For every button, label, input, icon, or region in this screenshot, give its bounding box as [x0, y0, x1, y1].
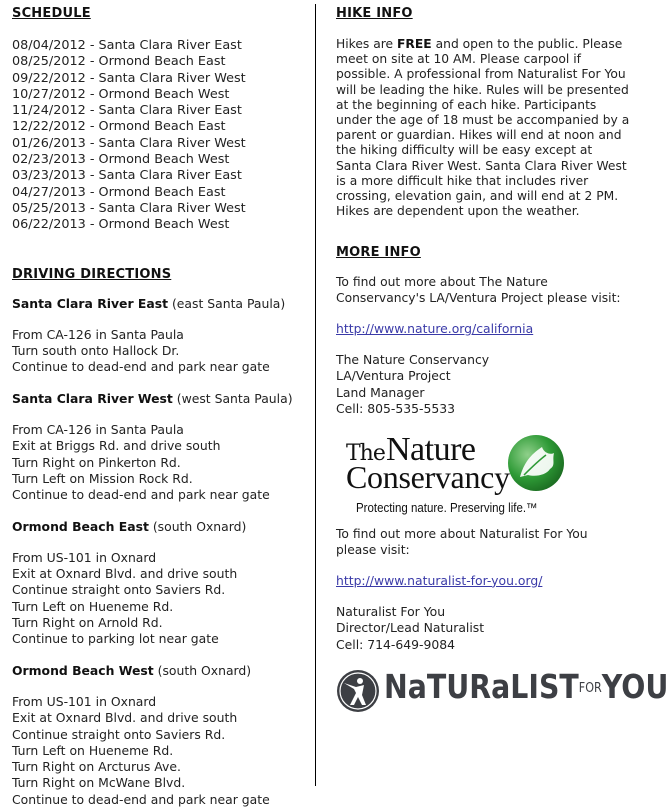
logo-for: FOR — [578, 680, 602, 696]
site-name: Santa Clara River East — [12, 295, 169, 311]
left-column — [12, 0, 312, 808]
naturalist-for-you-logo — [336, 665, 669, 725]
schedule-item: 10/27/2012 - Ormond Beach West — [12, 86, 230, 102]
logo-nature: Nature — [386, 431, 476, 469]
schedule-item: 11/24/2012 - Santa Clara River East — [12, 103, 242, 119]
logo-you: YOU — [601, 666, 669, 706]
site-name: Ormond Beach East — [12, 518, 149, 534]
tnc-contact-line: Cell: 805-535-5533 — [336, 401, 456, 417]
schedule-item: 02/23/2013 - Ormond Beach West — [12, 152, 230, 168]
direction-site — [12, 663, 312, 808]
nfy-contact-line: Naturalist For You — [336, 604, 446, 620]
nfy-intro: To find out more about Naturalist For You please visit: — [336, 527, 588, 557]
logo-tagline: Protecting nature. Preserving life.™ — [356, 501, 538, 516]
nfy-wordmark — [384, 667, 668, 706]
direction-step: Turn south onto Hallock Dr. — [12, 343, 180, 359]
direction-step: Turn Left on Mission Rock Rd. — [12, 470, 193, 486]
logo-the: The — [346, 441, 385, 467]
direction-step: Continue straight onto Saviers Rd. — [12, 582, 226, 598]
schedule-item: 01/26/2013 - Santa Clara River West — [12, 135, 246, 151]
tnc-link[interactable]: http://www.nature.org/california — [336, 320, 534, 336]
more-info-heading: MORE INFO — [336, 245, 421, 261]
tnc-contact-line: Land Manager — [336, 384, 425, 400]
direction-step: Continue to dead-end and park near gate — [12, 487, 270, 503]
direction-site — [12, 296, 312, 376]
site-area: (east Santa Paula) — [168, 295, 286, 311]
nfy-link[interactable]: http://www.naturalist-for-you.org/ — [336, 572, 543, 588]
schedule-item: 09/22/2012 - Santa Clara River West — [12, 70, 246, 86]
schedule-item: 08/04/2012 - Santa Clara River East — [12, 38, 242, 53]
direction-step: Turn Right on Arnold Rd. — [12, 615, 163, 631]
direction-site — [12, 519, 312, 648]
tnc-contact-line: The Nature Conservancy — [336, 352, 490, 368]
driving-directions-heading: DRIVING DIRECTIONS — [12, 266, 172, 282]
free-emphasis: FREE — [397, 37, 432, 51]
hike-info-text: and open to the public. Please meet on site at 10 AM. Please carpool if possible. A professional from Naturalist For You will be leading the hike. Rules will be presented at the beginning of each hike. Participants under the age of 18 must be accompanied by a parent or guardian. Hikes will end at noon and the hiking difficulty will be easy except at Santa Clara River West. Santa Clara River West is a more difficult hike that includes river crossing, elevation gain, and will end at 2 PM. Hikes are dependent upon the weather. — [336, 37, 630, 219]
logo-conservancy: Conservancy — [346, 459, 510, 496]
direction-step: Turn Left on Hueneme Rd. — [12, 742, 174, 758]
schedule-heading: SCHEDULE — [12, 6, 91, 21]
direction-step: From US-101 in Oxnard — [12, 693, 157, 709]
direction-step: From CA-126 in Santa Paula — [12, 422, 184, 438]
direction-step: Continue to dead-end and park near gate — [12, 359, 270, 375]
right-column — [336, 0, 669, 725]
tnc-contact-line: LA/Ventura Project — [336, 368, 451, 384]
schedule-item: 03/23/2013 - Santa Clara River East — [12, 168, 242, 184]
nfy-contact-line: Cell: 714-649-9084 — [336, 636, 456, 652]
direction-step: Continue to parking lot near gate — [12, 631, 219, 647]
schedule-item: 05/25/2013 - Santa Clara River West — [12, 200, 246, 216]
hike-info-paragraph — [336, 37, 631, 219]
hike-info-text: Hikes are — [336, 37, 398, 51]
schedule-list — [12, 38, 312, 234]
direction-step: Turn Right on Pinkerton Rd. — [12, 454, 181, 470]
hike-info-heading: HIKE INFO — [336, 6, 413, 21]
leaf-globe-icon — [506, 433, 566, 493]
site-area: (south Oxnard) — [148, 518, 247, 534]
site-area: (west Santa Paula) — [172, 390, 293, 406]
direction-step: From CA-126 in Santa Paula — [12, 326, 184, 342]
direction-site — [12, 391, 312, 504]
direction-step: Turn Right on Arcturus Ave. — [12, 759, 181, 775]
site-area: (south Oxnard) — [153, 662, 252, 678]
site-name: Ormond Beach West — [12, 662, 154, 678]
direction-step: From US-101 in Oxnard — [12, 549, 157, 565]
direction-step: Exit at Briggs Rd. and drive south — [12, 438, 221, 454]
direction-step: Turn Right on McWane Blvd. — [12, 775, 186, 791]
schedule-item: 12/22/2012 - Ormond Beach East — [12, 119, 226, 135]
tnc-intro: To find out more about The Nature Conservancy's LA/Ventura Project please visit: — [336, 275, 621, 305]
direction-step: Exit at Oxnard Blvd. and drive south — [12, 710, 238, 726]
naturalist-figure-icon — [336, 669, 380, 713]
direction-step: Turn Left on Hueneme Rd. — [12, 598, 174, 614]
schedule-item: 06/22/2013 - Ormond Beach West — [12, 217, 230, 233]
column-divider — [315, 4, 316, 786]
direction-step: Continue to dead-end and park near gate — [12, 791, 270, 807]
schedule-item: 04/27/2013 - Ormond Beach East — [12, 184, 226, 200]
site-name: Santa Clara River West — [12, 390, 173, 406]
schedule-item: 08/25/2012 - Ormond Beach East — [12, 54, 226, 70]
direction-step: Exit at Oxnard Blvd. and drive south — [12, 566, 238, 582]
nature-conservancy-logo — [336, 431, 631, 523]
nfy-contact-line: Director/Lead Naturalist — [336, 620, 485, 636]
direction-step: Continue straight onto Saviers Rd. — [12, 726, 226, 742]
logo-naturalist: NaTURaLIST — [384, 666, 579, 706]
